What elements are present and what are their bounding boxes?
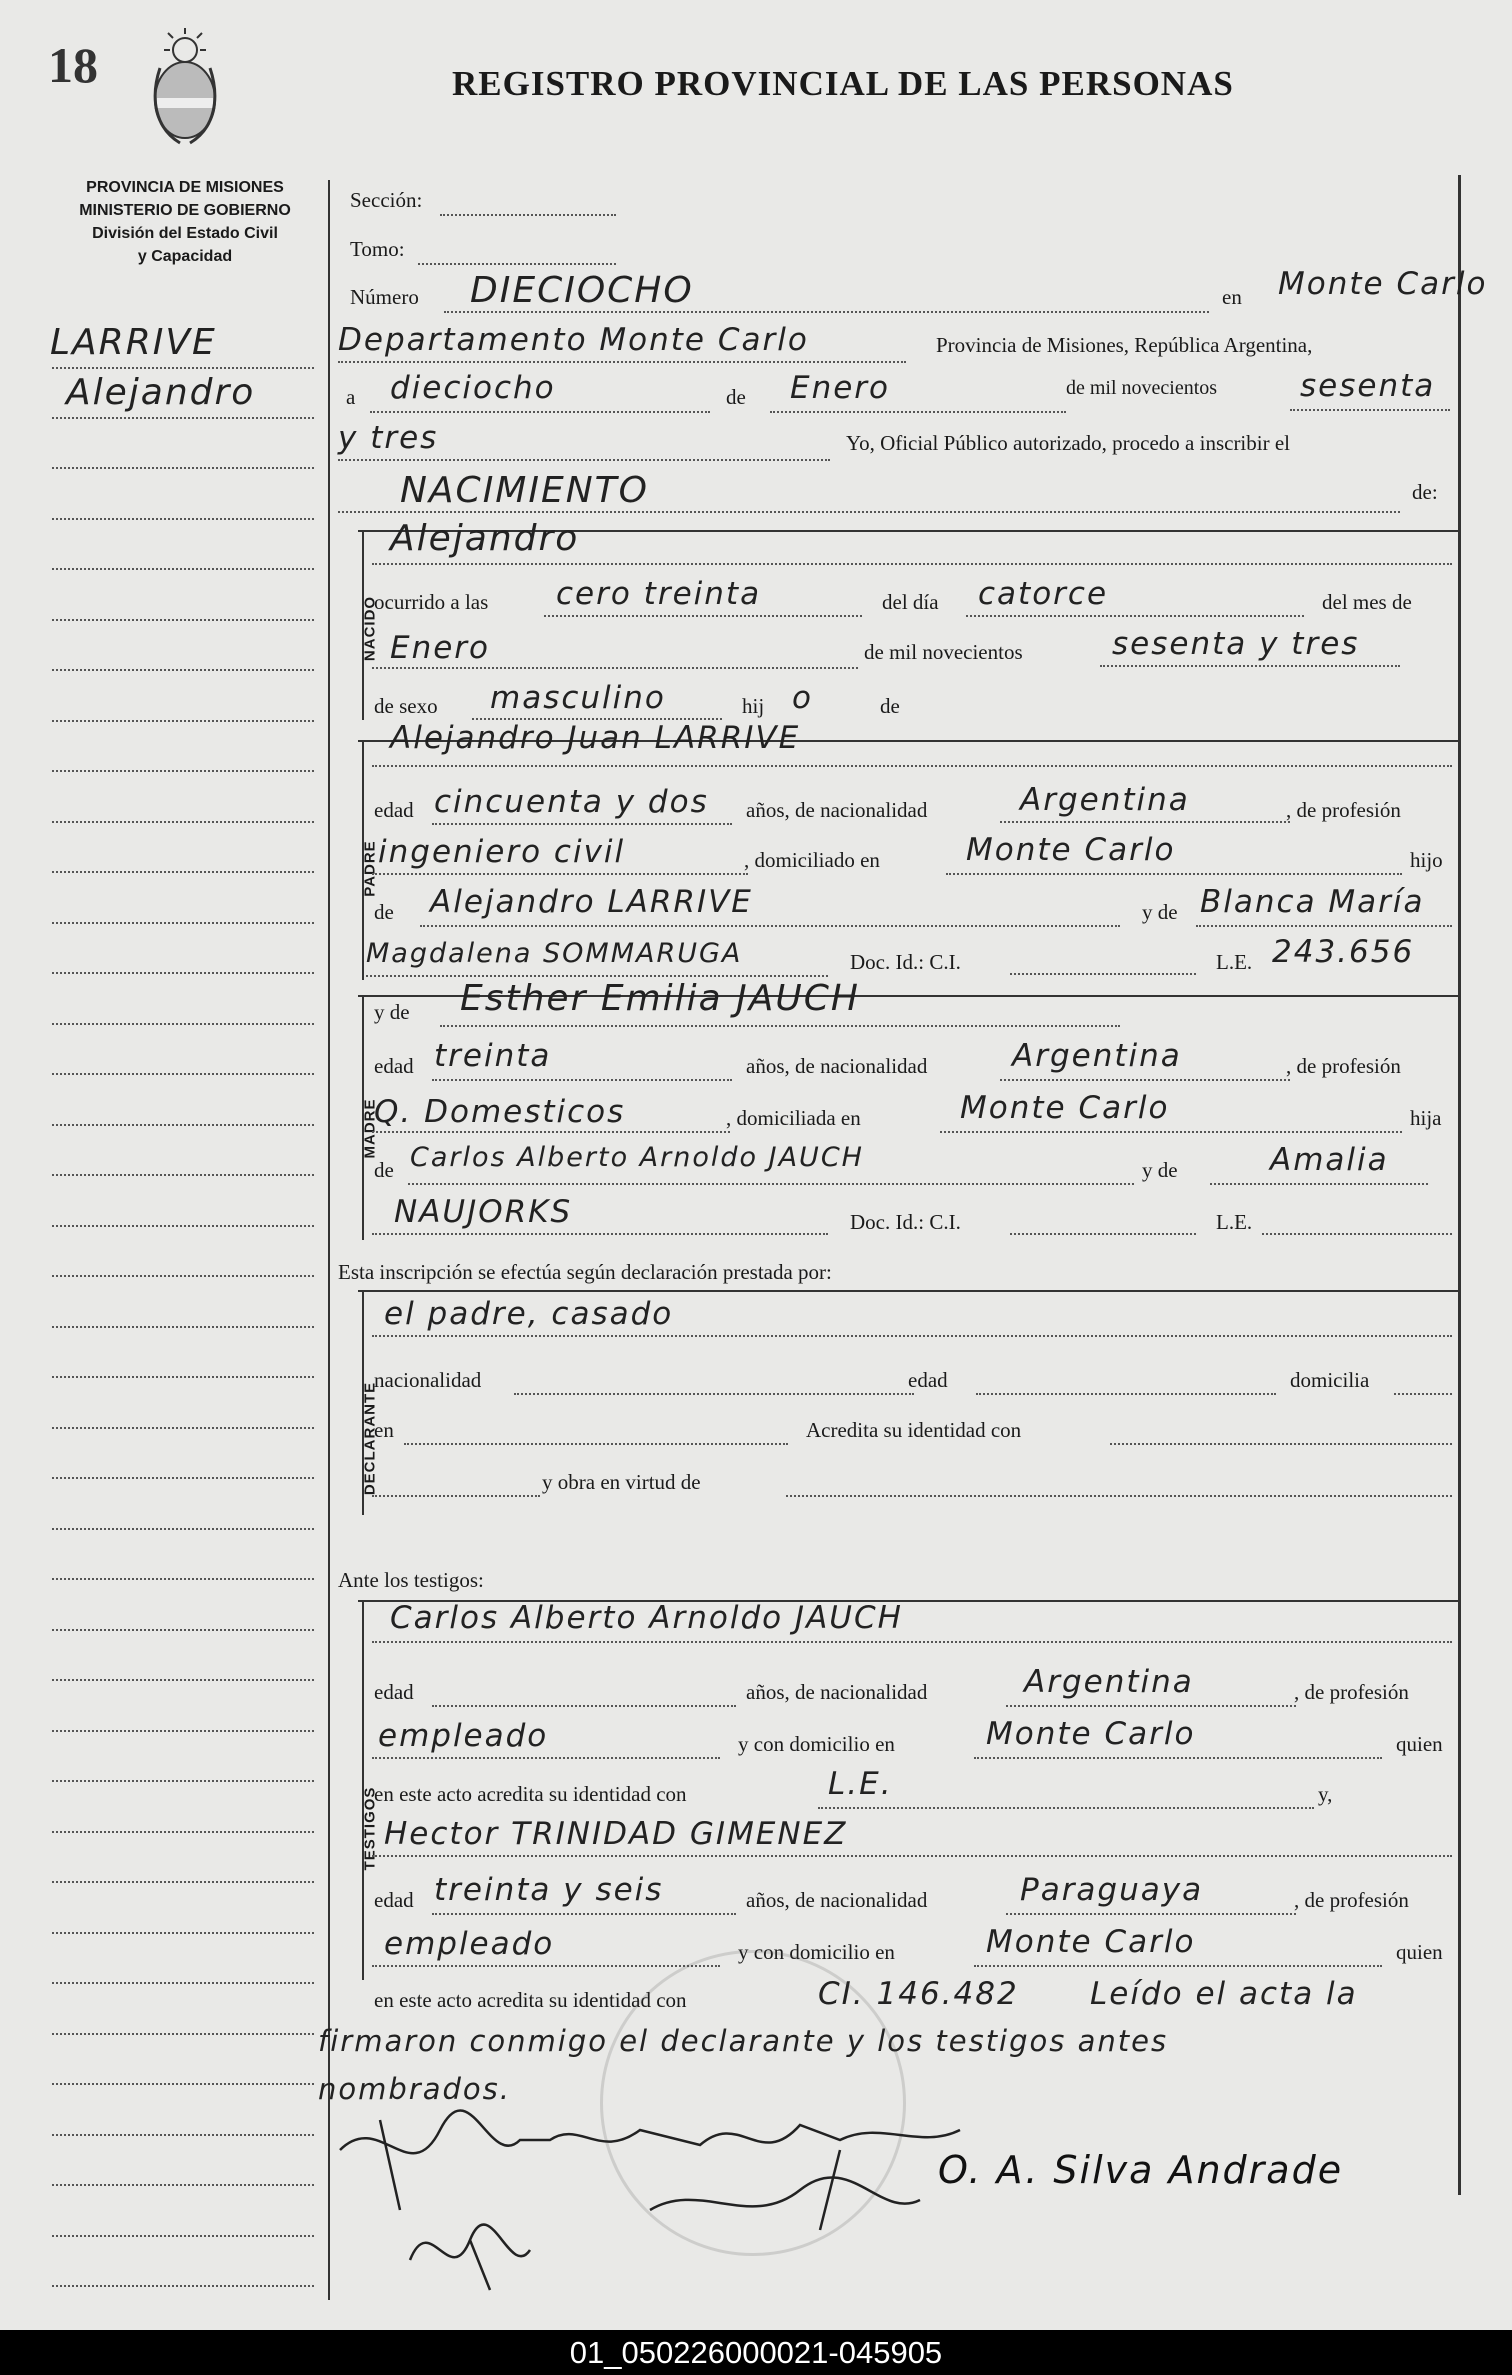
margin-ruled-line — [52, 1073, 314, 1075]
signature-declarante — [340, 2110, 960, 2153]
declarante-domicilia-label: domicilia — [1290, 1368, 1370, 1392]
page-number: 18 — [48, 37, 98, 93]
padre-section-label: PADRE — [361, 840, 379, 897]
mes-nac-value: Enero — [390, 630, 491, 666]
margin-ruled-line — [52, 1275, 314, 1277]
nacido-section-label: NACIDO — [361, 595, 379, 662]
declarante-edad-label: edad — [908, 1368, 948, 1392]
ano-value-b: y tres — [338, 420, 439, 456]
padre-edad-value: cincuenta y dos — [434, 784, 709, 820]
margin-ruled-line — [52, 1629, 314, 1631]
margin-ruled-line — [52, 2235, 314, 2237]
dia-nac-value: catorce — [978, 576, 1109, 612]
del-mes-label: del mes de — [1322, 590, 1412, 614]
sexo-value: masculino — [490, 680, 666, 716]
signature-oficial: O. A. Silva Andrade — [938, 2148, 1344, 2192]
testigo1-nombre-value: Carlos Alberto Arnoldo JAUCH — [390, 1600, 903, 1636]
margin-ruled-line — [52, 1023, 314, 1025]
margin-ruled-line — [52, 972, 314, 974]
signature-witness-1 — [410, 2225, 530, 2290]
mil-novecientos-label: de mil novecientos — [1066, 377, 1218, 399]
testigo2-edad-value: treinta y seis — [434, 1872, 664, 1908]
madre-profesion-label: , de profesión — [1286, 1054, 1401, 1078]
madre-nacionalidad-value: Argentina — [1012, 1038, 1182, 1074]
en-label: en — [1222, 285, 1242, 309]
testigo2-acredita-label: en este acto acredita su identidad con — [374, 1988, 687, 2012]
madre-anos-nac-label: años, de nacionalidad — [746, 1054, 928, 1078]
margin-ruled-line — [52, 770, 314, 772]
testigo1-profesion-label: , de profesión — [1294, 1680, 1409, 1704]
declarante-value: el padre, casado — [384, 1296, 674, 1332]
testigos-section-label: TESTIGOS — [361, 1786, 379, 1871]
provincia-label: Provincia de Misiones, República Argentina, — [936, 333, 1313, 357]
testigo2-edad-label: edad — [374, 1888, 414, 1912]
madre-de-label: de — [374, 1158, 394, 1182]
testigo2-anos-nac-label: años, de nacionalidad — [746, 1888, 928, 1912]
margin-ruled-line — [52, 1831, 314, 1833]
margin-ruled-line — [52, 1477, 314, 1479]
hij-label: hij — [742, 694, 765, 718]
del-dia-label: del día — [882, 590, 939, 614]
nombre-value: Alejandro — [390, 518, 580, 559]
margin-ruled-line — [52, 922, 314, 924]
madre-profesion-value: Q. Domesticos — [374, 1094, 626, 1130]
madre-domicilio-value: Monte Carlo — [960, 1090, 1170, 1126]
margin-ruled-line — [52, 2285, 314, 2287]
margin-ruled-line — [52, 467, 314, 469]
madre-padre-value: Carlos Alberto Arnoldo JAUCH — [410, 1142, 864, 1173]
numero-label: Número — [350, 285, 419, 309]
padre-anos-nac-label: años, de nacionalidad — [746, 798, 928, 822]
esta-inscripcion-label: Esta inscripción se efectúa según declaración prestada por: — [338, 1260, 832, 1284]
departamento-value: Departamento Monte Carlo — [338, 322, 809, 358]
testigo2-quien-label: quien — [1396, 1940, 1443, 1964]
declarante-y-obra-label: y obra en virtud de — [542, 1470, 701, 1494]
margin-surname: LARRIVE — [50, 322, 217, 363]
madre-madre-value-b: NAUJORKS — [394, 1194, 573, 1230]
madre-le-label: L.E. — [1216, 1210, 1253, 1234]
madre-hija-label: hija — [1410, 1106, 1442, 1130]
padre-profesion-label: , de profesión — [1286, 798, 1401, 822]
de-colon-label: de: — [1412, 480, 1438, 504]
margin-ruled-line — [52, 1730, 314, 1732]
margin-ruled-line — [52, 518, 314, 520]
declarante-nacionalidad-label: nacionalidad — [374, 1368, 482, 1392]
testigo2-profesion-value: empleado — [384, 1926, 555, 1962]
right-border — [1458, 175, 1461, 2195]
testigo1-domicilio-value: Monte Carlo — [986, 1716, 1196, 1752]
padre-nacionalidad-value: Argentina — [1020, 782, 1190, 818]
seccion-label: Sección: — [350, 188, 423, 212]
dia-value: dieciocho — [390, 370, 556, 406]
testigo2-identidad-value: CI. 146.482 — [818, 1976, 1019, 2012]
madre-y-de-label: y de — [374, 1000, 410, 1024]
testigo1-nacionalidad-value: Argentina — [1024, 1664, 1194, 1700]
padre-profesion-value: ingeniero civil — [378, 834, 626, 870]
padre-nombre-value: Alejandro Juan LARRIVE — [390, 720, 801, 756]
margin-ruled-line — [52, 669, 314, 671]
padre-hijo-label: hijo — [1410, 848, 1443, 872]
de-label-2: de — [880, 694, 900, 718]
testigo2-profesion-label: , de profesión — [1294, 1888, 1409, 1912]
declarante-acredita-label: Acredita su identidad con — [806, 1418, 1022, 1442]
declarante-en-label: en — [374, 1418, 394, 1442]
numero-value: DIECIOCHO — [470, 270, 694, 311]
margin-ruled-line — [52, 1881, 314, 1883]
madre-y-de-label-2: y de — [1142, 1158, 1178, 1182]
cierre-linea-2: firmaron conmigo el declarante y los testigos antes — [318, 2024, 1169, 2058]
testigo1-identidad-value: L.E. — [828, 1766, 893, 1802]
en-value: Monte Carlo — [1278, 266, 1488, 302]
margin-ruled-line — [52, 1427, 314, 1429]
testigo2-nombre-value: Hector TRINIDAD GIMENEZ — [384, 1816, 848, 1852]
mes-value: Enero — [790, 370, 891, 406]
coat-of-arms-emblem — [140, 28, 230, 148]
margin-ruled-line — [52, 1780, 314, 1782]
padre-padre-value: Alejandro LARRIVE — [430, 884, 753, 920]
testigo1-edad-label: edad — [374, 1680, 414, 1704]
testigo1-anos-nac-label: años, de nacionalidad — [746, 1680, 928, 1704]
signatures — [320, 2090, 1460, 2310]
madre-doc-id-label: Doc. Id.: C.I. — [850, 1210, 961, 1234]
padre-le-value: 243.656 — [1272, 934, 1415, 970]
signature-witness-2 — [650, 2177, 920, 2210]
issuer-block — [40, 176, 330, 268]
declarante-section-label: DECLARANTE — [361, 1381, 379, 1496]
padre-domiciliado-label: , domiciliado en — [744, 848, 880, 872]
padre-y-de-label: y de — [1142, 900, 1178, 924]
madre-edad-label: edad — [374, 1054, 414, 1078]
margin-ruled-line — [52, 1982, 314, 1984]
testigo2-domicilio-label: y con domicilio en — [738, 1940, 895, 1964]
de-label-1: de — [726, 385, 746, 409]
margin-ruled-line — [52, 1124, 314, 1126]
margin-given-name: Alejandro — [66, 372, 256, 413]
declarante-top-rule — [358, 1290, 1458, 1292]
madre-madre-value-a: Amalia — [1270, 1142, 1389, 1178]
testigo2-nacionalidad-value: Paraguaya — [1020, 1872, 1204, 1908]
a-label: a — [346, 385, 356, 409]
ocurrido-label: ocurrido a las — [374, 590, 489, 614]
cierre-linea-1: Leído el acta la — [1090, 1976, 1358, 2012]
issuer-line-4: y Capacidad — [137, 248, 233, 265]
margin-ruled-line — [52, 619, 314, 621]
yo-oficial-label: Yo, Oficial Público autorizado, procedo a inscribir el — [846, 431, 1291, 455]
ante-testigos-label: Ante los testigos: — [338, 1568, 484, 1592]
signature-flourish — [380, 2120, 840, 2230]
ano-nac-value: sesenta y tres — [1112, 626, 1360, 662]
margin-ruled-line — [52, 1225, 314, 1227]
hij-suffix-value: o — [792, 680, 813, 716]
mil-novecientos-label-2: de mil novecientos — [864, 640, 1023, 664]
issuer-line-2: MINISTERIO DE GOBIERNO — [79, 202, 291, 219]
margin-ruled-line — [52, 1679, 314, 1681]
margin-ruled-line — [52, 2033, 314, 2035]
padre-de-label: de — [374, 900, 394, 924]
issuer-line-3: División del Estado Civil — [92, 225, 278, 242]
padre-domicilio-value: Monte Carlo — [966, 832, 1176, 868]
margin-ruled-line — [52, 2083, 314, 2085]
document-footer-id: 01_050226000021-045905 — [0, 2330, 1512, 2375]
testigo1-profesion-value: empleado — [378, 1718, 549, 1754]
margin-ruled-line — [52, 1528, 314, 1530]
testigo1-y-label: y, — [1318, 1782, 1333, 1806]
madre-nombre-value: Esther Emilia JAUCH — [460, 978, 860, 1019]
madre-edad-value: treinta — [434, 1038, 552, 1074]
margin-ruled-line — [52, 568, 314, 570]
margin-ruled-line — [52, 720, 314, 722]
padre-madre-value-b: Magdalena SOMMARUGA — [366, 938, 743, 969]
margin-ruled-line — [52, 871, 314, 873]
acto-value: NACIMIENTO — [400, 470, 649, 511]
padre-edad-label: edad — [374, 798, 414, 822]
madre-domiciliada-label: , domiciliada en — [726, 1106, 861, 1130]
margin-ruled-line — [52, 1578, 314, 1580]
madre-section-label: MADRE — [361, 1098, 379, 1159]
testigo1-quien-label: quien — [1396, 1732, 1443, 1756]
testigo2-domicilio-value: Monte Carlo — [986, 1924, 1196, 1960]
margin-ruled-line — [52, 1326, 314, 1328]
padre-madre-value-a: Blanca María — [1200, 884, 1425, 920]
document-title: REGISTRO PROVINCIAL DE LAS PERSONAS — [452, 64, 1234, 103]
issuer-line-1: PROVINCIA DE MISIONES — [86, 179, 284, 196]
margin-ruled-line — [52, 2184, 314, 2186]
margin-ruled-line — [52, 2134, 314, 2136]
tomo-label: Tomo: — [350, 237, 405, 261]
testigo1-acredita-label: en este acto acredita su identidad con — [374, 1782, 687, 1806]
padre-le-label: L.E. — [1216, 950, 1253, 974]
testigo1-domicilio-label: y con domicilio en — [738, 1732, 895, 1756]
margin-ruled-line — [52, 1932, 314, 1934]
cierre-linea-3: nombrados. — [318, 2072, 511, 2106]
margin-ruled-line — [52, 821, 314, 823]
margin-ruled-line — [52, 1376, 314, 1378]
de-sexo-label: de sexo — [374, 694, 438, 718]
ano-value-a: sesenta — [1300, 368, 1436, 404]
margin-divider — [328, 180, 330, 2300]
padre-doc-id-label: Doc. Id.: C.I. — [850, 950, 961, 974]
margin-ruled-line — [52, 1174, 314, 1176]
hora-value: cero treinta — [556, 576, 762, 612]
